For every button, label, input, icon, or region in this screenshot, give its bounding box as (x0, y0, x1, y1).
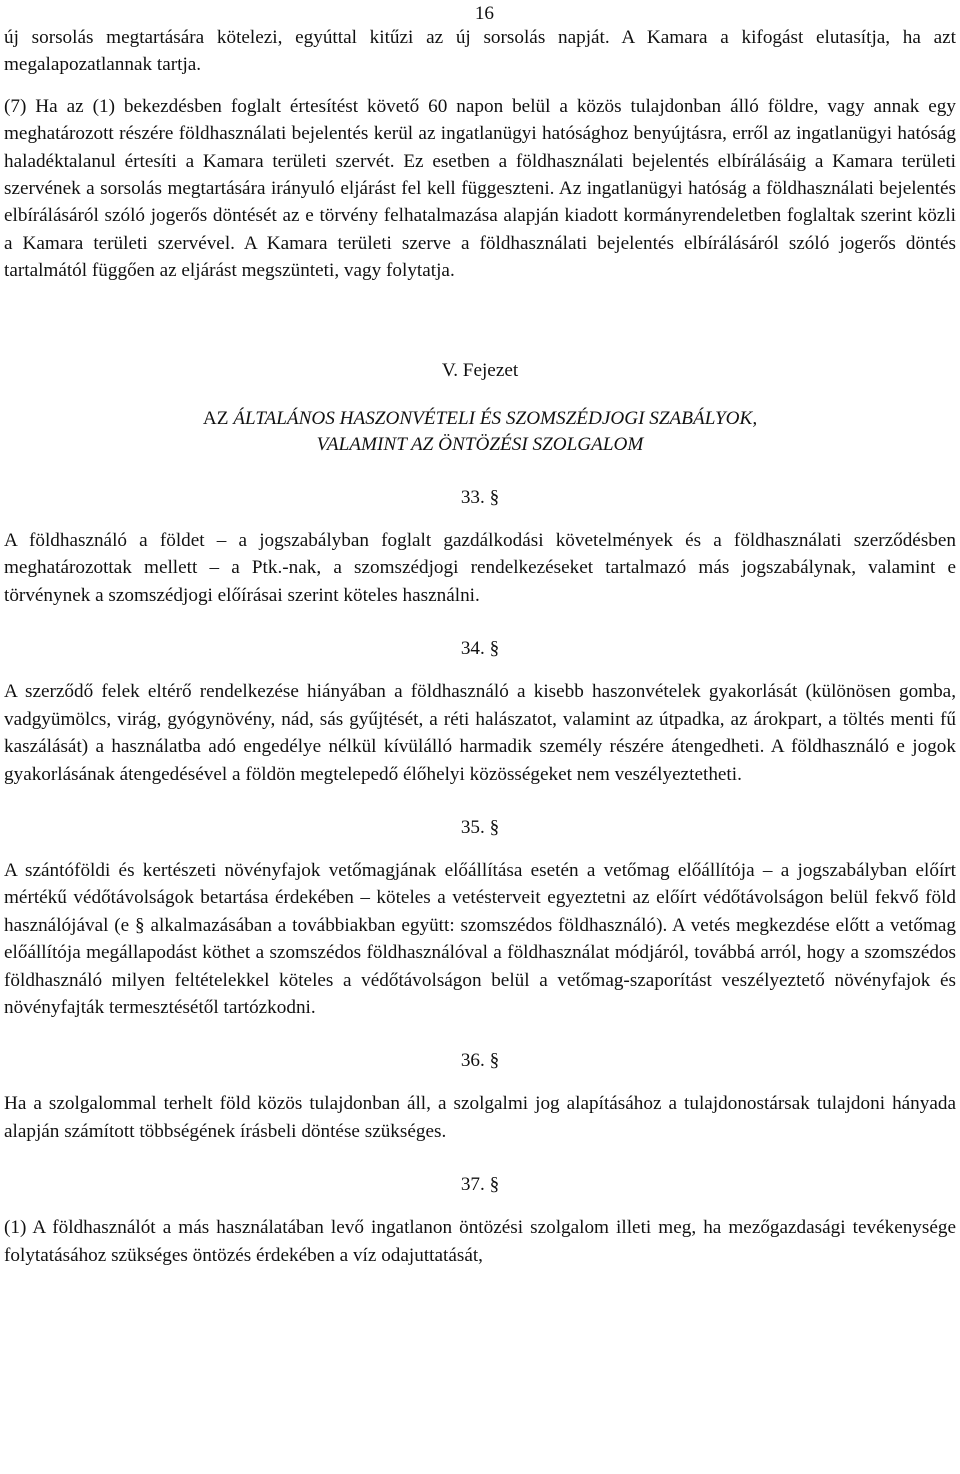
section-text: Ha a szolgalommal terhelt föld közös tulajdonban áll, a szolgalmi jog alapításához a tulajdonostársak tulajdoni hányada alapján számított többségének írásbeli döntése szükséges. (4, 1093, 956, 1142)
chapter-title-line-1-rest: ÁLTALÁNOS HASZONVÉTELI ÉS SZOMSZÉDJOGI SZABÁLYOK, (233, 408, 758, 430)
section-heading: 34. § (460, 638, 500, 660)
paragraph-continuation: új sorsolás megtartására kötelezi, egyúttal kitűzi az új sorsolás napját. A Kamara a kifogást elutasítja, ha azt megalapozatlannak tartja. (4, 27, 956, 76)
chapter-title-line-1 (4, 406, 956, 432)
section-text: A szántóföldi és kertészeti növényfajok vetőmagjának előállítása esetén a vetőmag előállítója – a jogszabályban előírt mértékű védőtávolságok betartása érdekében – köteles a vetésterveit egyeztetni az előírt védőtávolságon belül fekvő föld használójával (e § alkalmazásában a továbbiakban együtt: szomszédos földhasználó). A vetés megkezdése előtt a vetőmag előállítója megállapodást köthet a szomszédos földhasználóval a földhasználat módjáról, továbbá arról, hogy a szomszédos földhasználó milyen feltételekkel köteles a védőtávolságon belül a vetőmag-szaporítást veszélyeztető növényfajok és növényfajták termesztésétől tartózkodni. (4, 859, 956, 1018)
section-heading: 33. § (460, 487, 500, 509)
section-text: (1) A földhasználót a más használatában levő ingatlanon öntözési szolgalom illeti meg, ha mezőgazdasági tevékenysége folytatásához szükséges öntözés érdekében a víz odajuttatását, (4, 1217, 956, 1266)
paragraph-7: (7) Ha az (1) bekezdésben foglalt értesítést követő 60 napon belül a közös tulajdonban álló földre, vagy annak egy meghatározott részére földhasználati bejelentés kerül az ingatlanügyi hatósághoz benyújtásra, erről az ingatlanügyi hatóság haladéktalanul értesíti a Kamara területi szervét. Ez esetben a földhasználati bejelentés elbírálásáig a Kamara területi szervének a sorsolás megtartására irányuló eljárást fel kell függeszteni. Az ingatlanügyi hatóság a földhasználati bejelentés elbírálásáról szóló jogerős döntését az e törvény felhatalmazása alapján kiadott kormányrendeletben foglaltak szerint közli a Kamara területi szervével. A Kamara területi szerve a földhasználati bejelentés elbírálásáról szóló jogerős döntés tartalmától függően az eljárást megszünteti, vagy folytatja. (4, 95, 956, 282)
document-body (4, 24, 956, 1269)
page-number: 16 (474, 3, 494, 24)
chapter-title-prefix: AZ (202, 408, 229, 430)
section-heading: 36. § (460, 1050, 500, 1072)
chapter-number: V. Fejezet (441, 359, 519, 381)
section-heading: 37. § (460, 1174, 500, 1196)
section-text: A szerződő felek eltérő rendelkezése hiányában a földhasználó a kisebb haszonvételek gyakorlását (különösen gomba, vadgyümölcs, virág, gyógynövény, nád, sás gyűjtését, a réti halászatot, valamint az útpadka, az árokpart, a töltés menti fű kaszálását) a használatba adó engedélye nélkül kívülálló harmadik személy részére átengedheti. A földhasználó e jogok gyakorlásának átengedésével a földön megtelepedő élőhelyi közösségeket nem veszélyeztetheti. (4, 681, 956, 785)
section-text: A földhasználó a földet – a jogszabályban foglalt gazdálkodási követelmények és a földhasználati szerződésben meghatározottak mellett – a Ptk.-nak, a szomszédjogi rendelkezéseket tartalmazó más jogszabálynak, valamint e törvénynek a szomszédjogi előírásai szerint köteles használni. (4, 530, 956, 606)
section-heading: 35. § (460, 816, 500, 838)
chapter-title-line-2: VALAMINT AZ ÖNTÖZÉSI SZOLGALOM (316, 434, 644, 456)
